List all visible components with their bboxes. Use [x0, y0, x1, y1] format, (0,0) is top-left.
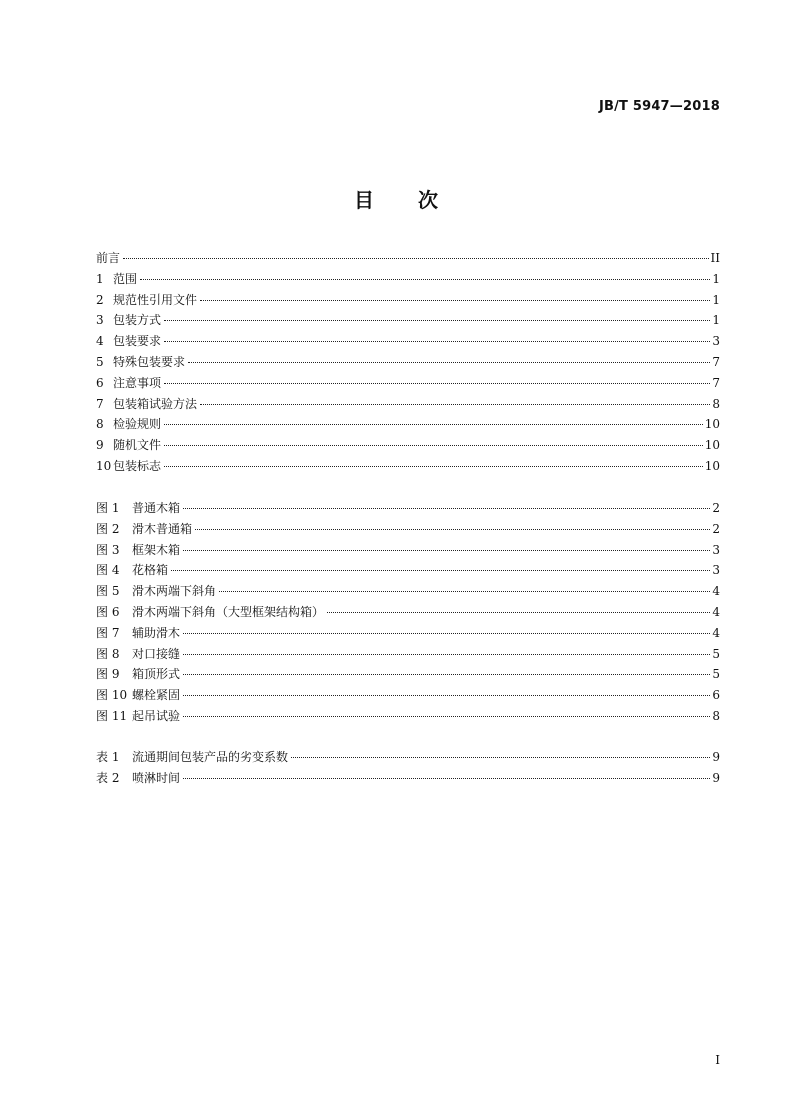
toc-entry-label	[96, 414, 161, 435]
figure-entry-number: 图 11	[96, 708, 128, 723]
dot-leader	[140, 279, 710, 280]
table-entry-page: 9	[712, 770, 720, 785]
dot-leader	[183, 654, 710, 655]
dot-leader	[164, 320, 710, 321]
dot-leader	[200, 300, 710, 301]
dot-leader	[164, 445, 703, 446]
figure-entry[interactable]	[96, 602, 720, 623]
figure-entry-page: 4	[712, 604, 720, 619]
figure-entry-text: 对口接缝	[132, 646, 181, 661]
dot-leader	[164, 466, 703, 467]
figure-entry-label	[96, 560, 168, 581]
figure-list	[96, 498, 720, 727]
figure-entry[interactable]	[96, 519, 720, 540]
toc-entry-number: 7	[96, 396, 104, 411]
toc-entry-label	[96, 456, 161, 477]
toc-entry-text: 特殊包装要求	[113, 354, 186, 369]
title-char-1: 目	[354, 188, 374, 212]
figure-entry[interactable]	[96, 540, 720, 561]
dot-leader	[164, 383, 710, 384]
toc-entry-number: 10	[96, 458, 112, 473]
toc-entry-page: 3	[712, 334, 720, 349]
dot-leader	[171, 570, 710, 571]
dot-leader	[164, 424, 703, 425]
toc-entry-text: 前言	[96, 251, 121, 265]
toc-entry-label	[96, 248, 120, 269]
figure-entry-label	[96, 519, 192, 540]
toc-entry-label	[96, 269, 137, 290]
figure-entry-label	[96, 664, 180, 685]
figure-entry[interactable]	[96, 623, 720, 644]
figure-entry-page: 8	[712, 708, 720, 723]
dot-leader	[183, 695, 710, 696]
title-char-2: 次	[418, 188, 438, 212]
page-title	[0, 184, 792, 213]
dot-leader	[200, 404, 710, 405]
figure-entry-label	[96, 498, 180, 519]
toc-entry[interactable]	[96, 331, 720, 352]
toc-entry-label	[96, 290, 197, 311]
figure-entry-label	[96, 602, 324, 623]
toc-entry[interactable]	[96, 373, 720, 394]
figure-entry-label	[96, 540, 180, 561]
toc-entry-page: 10	[704, 438, 720, 453]
figure-entry[interactable]	[96, 498, 720, 519]
table-list	[96, 747, 720, 789]
toc-list	[96, 248, 720, 477]
toc-entry-page: 7	[712, 354, 720, 369]
table-entry-number: 表 1	[96, 750, 120, 764]
figure-entry-number: 图 5	[96, 584, 120, 599]
toc-entry-number: 6	[96, 375, 104, 390]
toc-entry-text: 注意事项	[113, 375, 162, 390]
table-entry-number: 表 2	[96, 770, 120, 785]
figure-entry-page: 5	[712, 646, 720, 661]
toc-entry-text: 包装要求	[113, 334, 162, 349]
dot-leader	[183, 550, 710, 551]
page-number: I	[715, 1053, 720, 1067]
figure-entry-label	[96, 581, 216, 602]
dot-leader	[327, 612, 710, 613]
figure-entry-page: 2	[712, 521, 720, 536]
figure-entry-text: 螺栓紧固	[132, 688, 181, 703]
toc-entry[interactable]	[96, 435, 720, 456]
toc-entry-number: 8	[96, 417, 104, 432]
toc-entry-text: 随机文件	[113, 438, 162, 453]
figure-entry-text: 辅助滑木	[132, 625, 181, 640]
toc-entry-text: 包装方式	[113, 313, 162, 328]
toc-entry-page: 10	[704, 417, 720, 432]
toc-entry-label	[96, 394, 197, 415]
figure-entry[interactable]	[96, 560, 720, 581]
dot-leader	[183, 778, 710, 779]
dot-leader	[123, 258, 709, 259]
toc-entry-label	[96, 435, 161, 456]
figure-entry-text: 起吊试验	[132, 708, 181, 723]
figure-entry-page: 6	[712, 688, 720, 703]
figure-entry-page: 3	[712, 542, 720, 557]
figure-entry-page: 4	[712, 584, 720, 599]
figure-entry-number: 图 2	[96, 521, 120, 536]
toc-entry[interactable]	[96, 394, 720, 415]
toc-entry-number: 9	[96, 438, 104, 453]
toc-entry-text: 检验规则	[113, 417, 162, 432]
figure-entry[interactable]	[96, 706, 720, 727]
toc-entry-text: 规范性引用文件	[113, 292, 198, 307]
figure-entry-page: 5	[712, 667, 720, 682]
toc-entry-label	[96, 310, 161, 331]
figure-entry-label	[96, 706, 180, 727]
figure-entry-text: 花格箱	[132, 563, 169, 578]
toc-entry-text: 包装标志	[113, 458, 162, 473]
dot-leader	[291, 757, 710, 758]
toc-entry-label	[96, 352, 185, 373]
dot-leader	[183, 674, 710, 675]
dot-leader	[183, 633, 710, 634]
toc-entry[interactable]	[96, 352, 720, 373]
figure-entry-number: 图 1	[96, 501, 120, 515]
table-entry-label	[96, 747, 288, 768]
document-code: JB/T 5947—2018	[598, 99, 720, 114]
toc-entry-label	[96, 373, 161, 394]
toc-entry-label	[96, 331, 161, 352]
toc-entry[interactable]	[96, 310, 720, 331]
toc-entry-number: 3	[96, 313, 104, 328]
toc-entry-number: 4	[96, 334, 104, 349]
figure-entry-page: 4	[712, 625, 720, 640]
table-entry-text: 流通期间包装产品的劣变系数	[132, 750, 289, 764]
figure-entry-page: 3	[712, 563, 720, 578]
toc-entry-page: 1	[712, 271, 720, 286]
toc-entry-number: 2	[96, 292, 104, 307]
toc-entry[interactable]	[96, 414, 720, 435]
figure-entry-text: 滑木两端下斜角（大型框架结构箱）	[132, 604, 325, 619]
dot-leader	[219, 591, 710, 592]
figure-entry-text: 框架木箱	[132, 542, 181, 557]
figure-entry[interactable]	[96, 664, 720, 685]
toc-entry-number: 5	[96, 354, 104, 369]
toc-entry-page: 1	[712, 292, 720, 307]
toc-entry-text: 包装箱试验方法	[113, 396, 198, 411]
toc-entry-page: II	[710, 251, 720, 265]
figure-entry-number: 图 6	[96, 604, 120, 619]
figure-entry-label	[96, 644, 180, 665]
toc-entry[interactable]	[96, 269, 720, 290]
figure-entry-text: 箱顶形式	[132, 667, 181, 682]
toc-entry-page: 8	[712, 396, 720, 411]
table-entry[interactable]	[96, 747, 720, 768]
toc-entry-page: 10	[704, 458, 720, 473]
figure-entry-text: 滑木两端下斜角	[132, 584, 217, 599]
figure-entry-text: 滑木普通箱	[132, 521, 193, 536]
toc-entry-text: 范围	[113, 271, 138, 286]
toc-entry[interactable]	[96, 456, 720, 477]
toc-entry[interactable]	[96, 248, 720, 269]
figure-entry-number: 图 8	[96, 646, 120, 661]
dot-leader	[164, 341, 710, 342]
table-entry-text: 喷淋时间	[132, 770, 181, 785]
table-entry-page: 9	[712, 750, 720, 764]
table-entry-label	[96, 768, 180, 789]
figure-entry-number: 图 3	[96, 542, 120, 557]
toc-entry-page: 1	[712, 313, 720, 328]
figure-entry-number: 图 10	[96, 688, 128, 703]
dot-leader	[183, 508, 710, 509]
dot-leader	[188, 362, 710, 363]
figure-entry[interactable]	[96, 685, 720, 706]
figure-entry-text: 普通木箱	[132, 501, 181, 515]
figure-entry[interactable]	[96, 581, 720, 602]
dot-leader	[195, 529, 710, 530]
dot-leader	[183, 716, 710, 717]
figure-entry-number: 图 9	[96, 667, 120, 682]
figure-entry-label	[96, 685, 180, 706]
toc-entry-number: 1	[96, 271, 104, 286]
figure-entry[interactable]	[96, 644, 720, 665]
figure-entry-number: 图 7	[96, 625, 120, 640]
toc-entry[interactable]	[96, 290, 720, 311]
figure-entry-number: 图 4	[96, 563, 120, 578]
toc-entry-page: 7	[712, 375, 720, 390]
table-entry[interactable]	[96, 768, 720, 789]
figure-entry-label	[96, 623, 180, 644]
figure-entry-page: 2	[712, 501, 720, 515]
